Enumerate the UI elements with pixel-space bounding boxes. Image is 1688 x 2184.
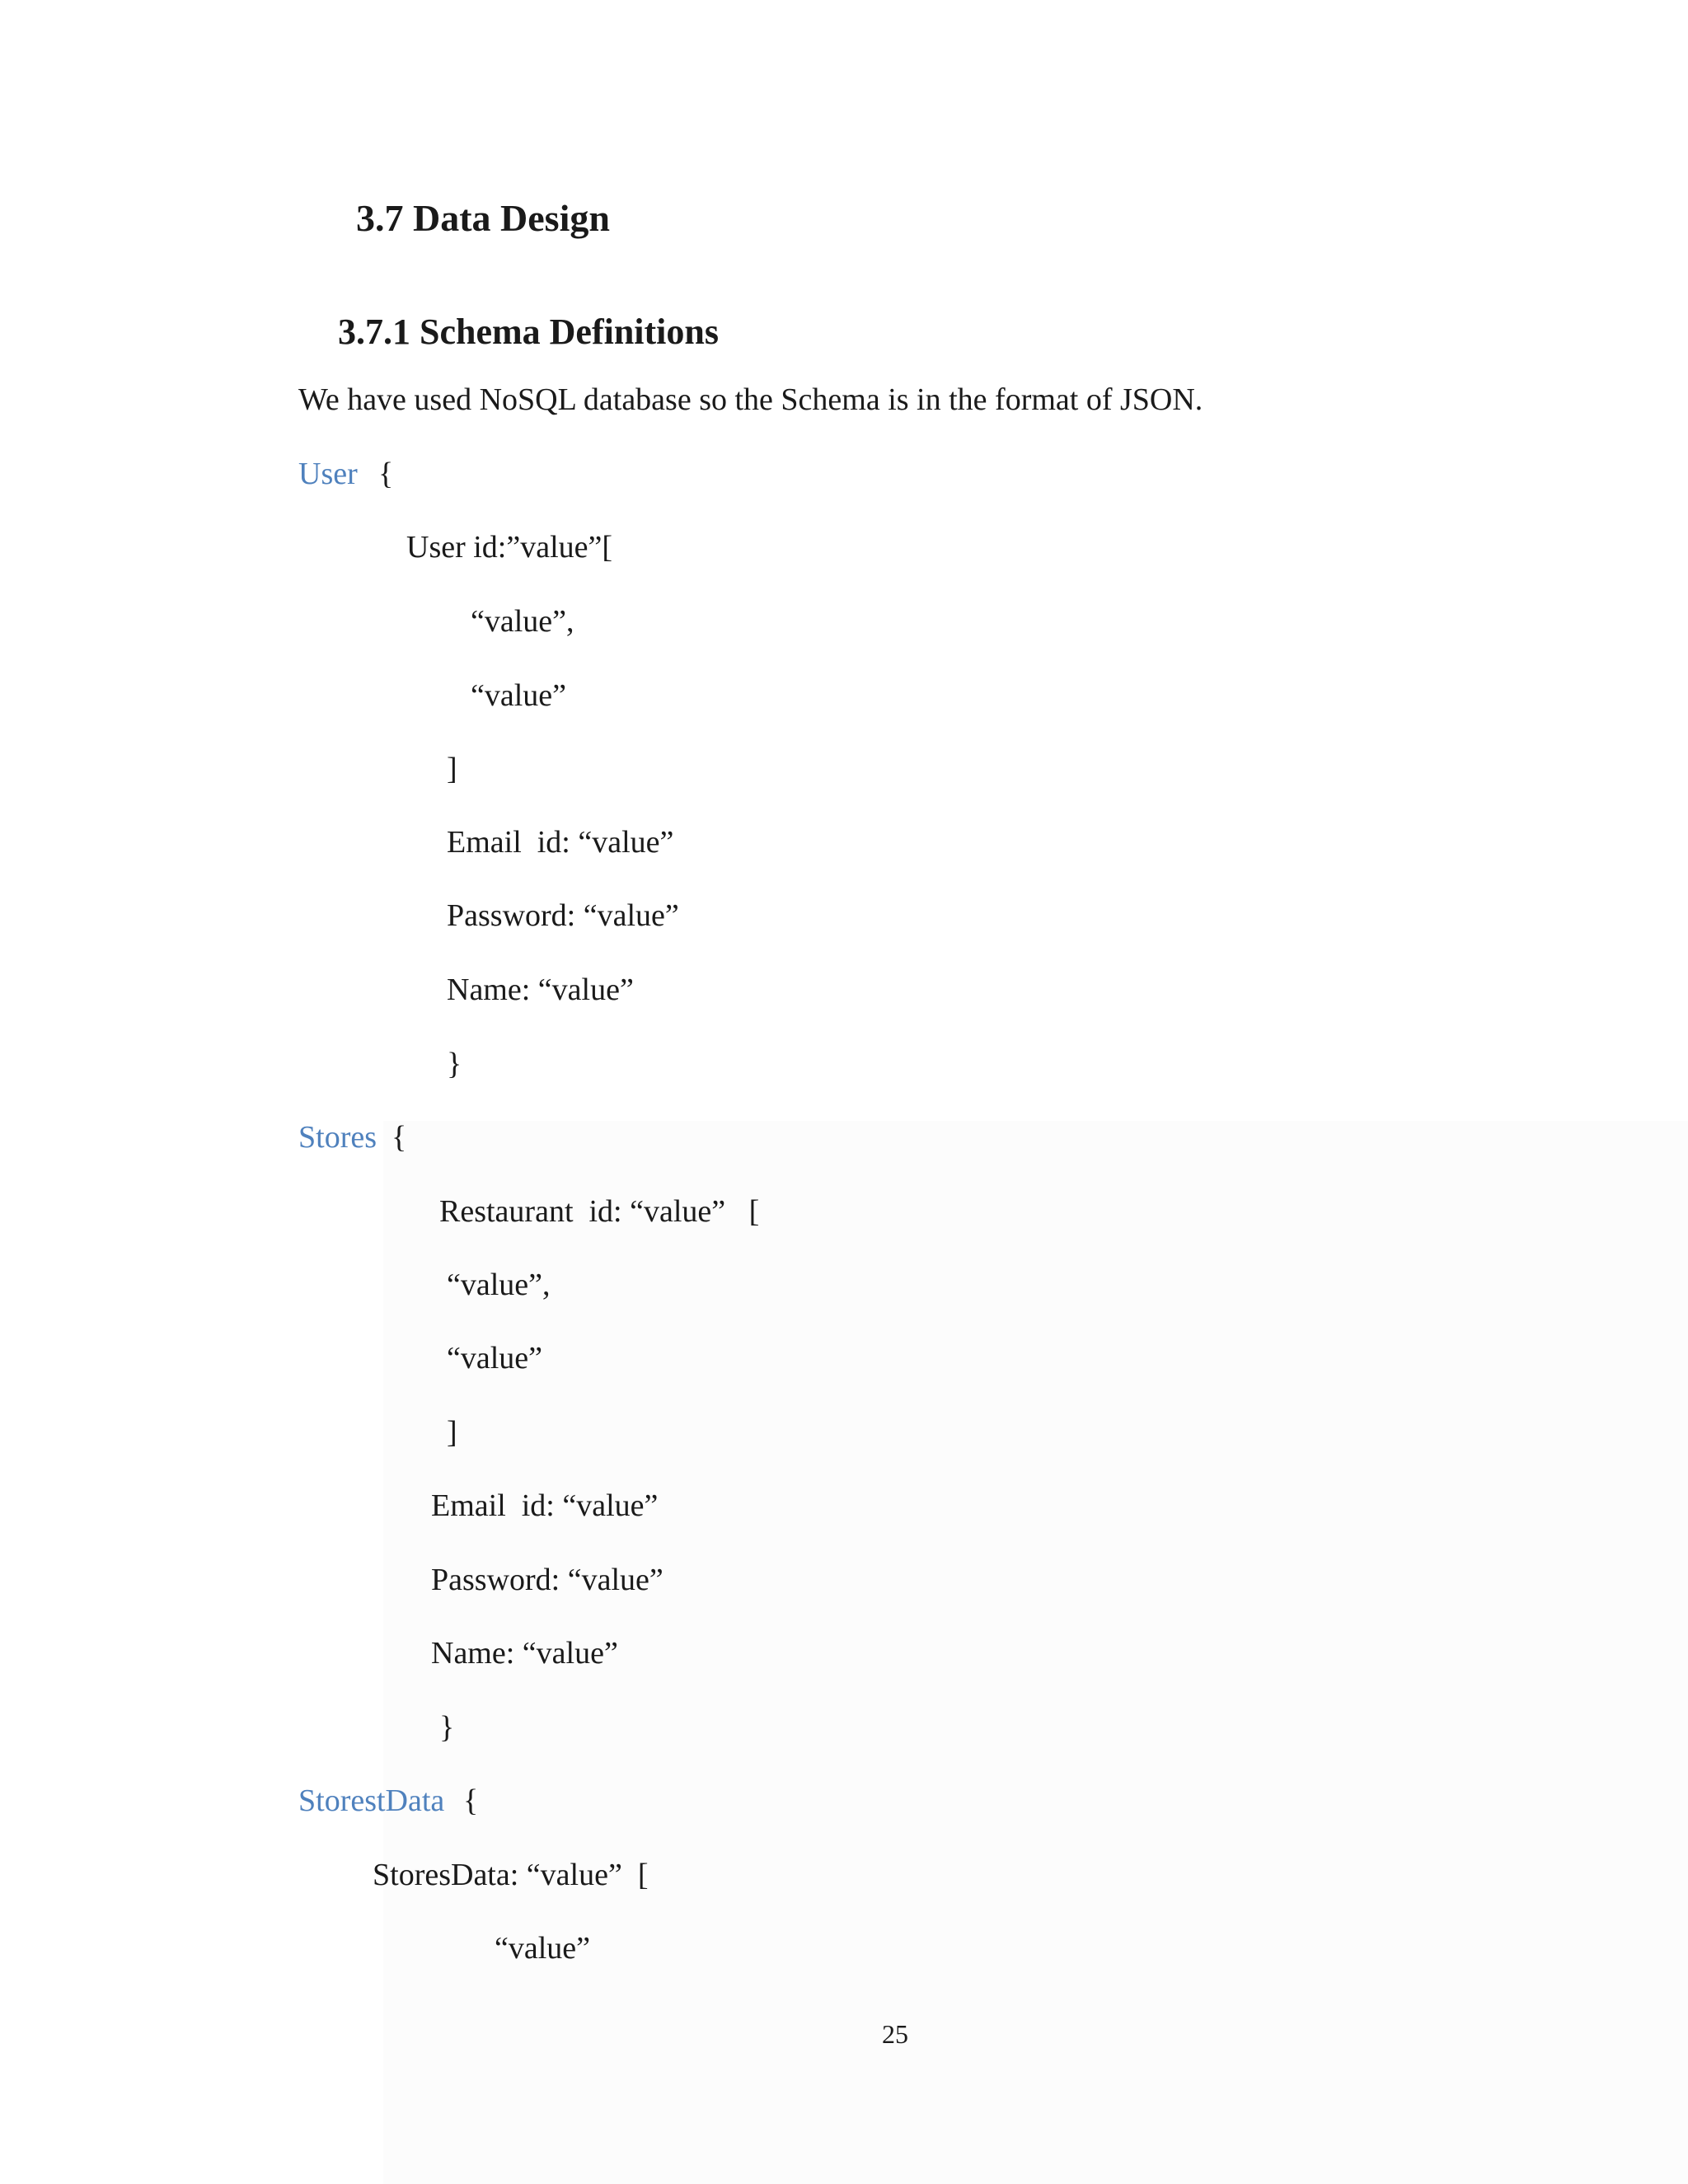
user-field-line: User id:”value”[ [406, 530, 613, 565]
user-close-brace: } [447, 1047, 462, 1081]
stores-field-line: ] [447, 1415, 457, 1450]
stores-field-line: Password: “value” [431, 1563, 663, 1597]
user-field-line: “value”, [471, 604, 574, 639]
entity-name-stores: Stores [298, 1120, 377, 1155]
user-field-line: Name: “value” [447, 972, 634, 1007]
entity-name-user: User [298, 457, 358, 491]
section-heading: 3.7 Data Design [356, 197, 610, 239]
storesdata-open-brace: { [463, 1783, 479, 1818]
user-field-line: ] [447, 752, 457, 786]
user-field-line: “value” [471, 678, 567, 713]
user-open-brace: { [378, 457, 394, 491]
stores-field-line: Restaurant id: “value” [ [439, 1194, 760, 1229]
user-field-line: Password: “value” [447, 898, 679, 933]
intro-paragraph: We have used NoSQL database so the Schema is in the format of JSON. [298, 382, 1203, 417]
storesdata-field-line: StoresData: “value” [ [373, 1858, 649, 1892]
stores-field-line: “value”, [447, 1268, 551, 1302]
stores-field-line: Email id: “value” [431, 1488, 659, 1523]
subsection-heading: 3.7.1 Schema Definitions [338, 312, 719, 352]
stores-close-brace: } [439, 1710, 455, 1745]
stores-open-brace: { [392, 1120, 407, 1155]
page-number: 25 [882, 2019, 908, 2049]
user-field-line: Email id: “value” [447, 825, 674, 860]
entity-name-storestdata: StorestData [298, 1783, 445, 1818]
stores-field-line: Name: “value” [431, 1636, 618, 1671]
storesdata-field-line: “value” [495, 1931, 591, 1966]
stores-field-line: “value” [447, 1341, 543, 1376]
